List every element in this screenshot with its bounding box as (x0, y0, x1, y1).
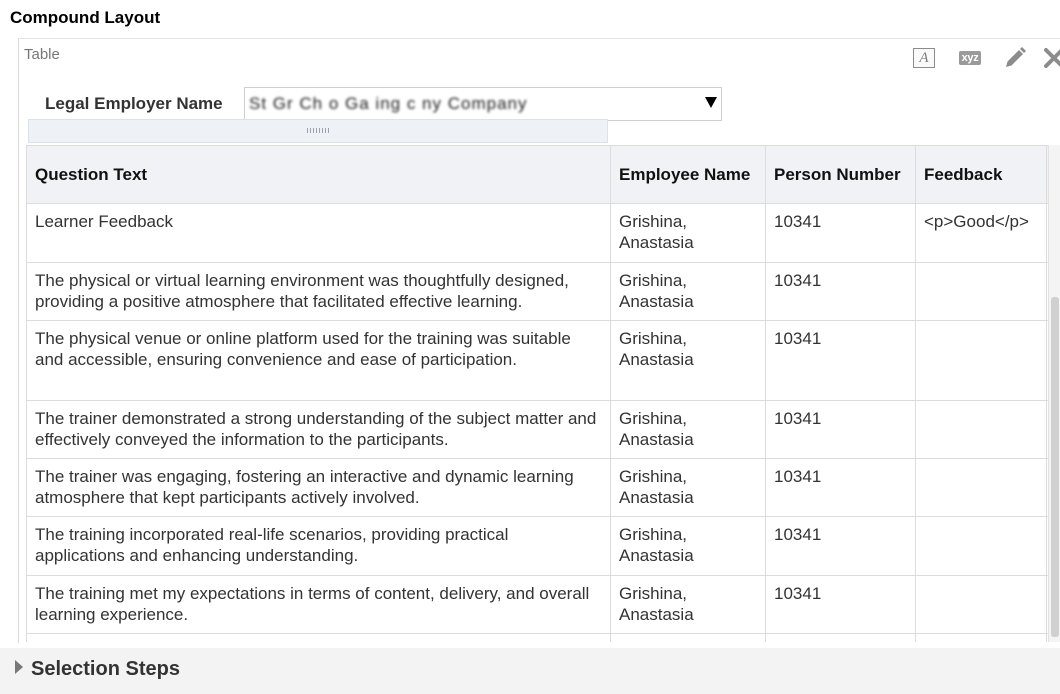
table-row (27, 634, 1049, 643)
employee-name-cell: Grishina, Anastasia (611, 204, 766, 263)
remove-view-button[interactable] (1042, 46, 1060, 70)
selection-steps-label: Selection Steps (31, 658, 180, 680)
feedback-cell (916, 263, 1047, 321)
person-number-cell: 10341 (766, 517, 916, 576)
person-number-cell: 10341 (766, 576, 916, 634)
person-number-cell: 10341 (766, 321, 916, 401)
rename-view-button[interactable] (956, 46, 984, 70)
column-header-person-number[interactable]: Person Number (766, 146, 916, 204)
column-drag-bar[interactable] (28, 119, 608, 143)
question-cell: The trainer was engaging, fostering an interactive and dynamic learning atmosphere that kept participants actively involved. (27, 459, 611, 517)
person-number-cell (766, 634, 916, 643)
results-table-container (26, 145, 1048, 642)
person-number-cell: 10341 (766, 401, 916, 459)
table-row (27, 576, 1049, 634)
feedback-cell (916, 517, 1047, 576)
person-number-cell: 10341 (766, 263, 916, 321)
legal-employer-label: Legal Employer Name (45, 94, 223, 113)
table-vertical-scrollbar[interactable] (1048, 145, 1060, 642)
employee-name-cell: Grishina, Anastasia (611, 401, 766, 459)
selection-steps-panel[interactable] (0, 648, 1060, 694)
scrollbar-thumb[interactable] (1051, 297, 1059, 637)
close-icon (1043, 47, 1060, 69)
employee-name-cell: Grishina, Anastasia (611, 263, 766, 321)
question-cell: The physical or virtual learning environment was thoughtfully designed, providing a positive atmosphere that facilitated effective learning. (27, 263, 611, 321)
legal-employer-value: St Gr Ch o Ga ing c ny Company (249, 94, 528, 113)
dropdown-arrow-icon (705, 97, 717, 108)
edit-view-button[interactable] (1002, 46, 1028, 70)
table-row (27, 401, 1049, 459)
pencil-icon (1003, 46, 1027, 70)
table-row (27, 263, 1049, 321)
results-table (26, 145, 1048, 642)
question-cell (27, 634, 611, 643)
column-header-feedback[interactable]: Feedback (916, 146, 1047, 204)
column-header-question-text[interactable]: Question Text (27, 146, 611, 204)
table-row (27, 204, 1049, 263)
employee-name-cell: Grishina, Anastasia (611, 321, 766, 401)
feedback-cell (916, 401, 1047, 459)
table-row (27, 517, 1049, 576)
feedback-cell (916, 634, 1047, 643)
format-view-button[interactable] (912, 46, 936, 70)
format-icon: A (913, 48, 935, 68)
feedback-cell (916, 459, 1047, 517)
question-cell: Learner Feedback (27, 204, 611, 263)
column-header-employee-name[interactable]: Employee Name (611, 146, 766, 204)
employee-name-cell: Grishina, Anastasia (611, 517, 766, 576)
employee-name-cell: Grishina, Anastasia (611, 459, 766, 517)
rename-icon: xyz (959, 51, 982, 65)
table-header-row (27, 146, 1049, 204)
table-row (27, 459, 1049, 517)
question-cell: The trainer demonstrated a strong understanding of the subject matter and effectively conveyed the information to the participants. (27, 401, 611, 459)
employee-name-cell: Grishina, Anastasia (611, 576, 766, 634)
person-number-cell: 10341 (766, 459, 916, 517)
feedback-cell (916, 576, 1047, 634)
question-cell: The training met my expectations in terms of content, delivery, and overall learning experience. (27, 576, 611, 634)
drag-handle-icon[interactable] (307, 128, 331, 133)
table-row (27, 321, 1049, 401)
legal-employer-dropdown[interactable] (244, 87, 722, 121)
employee-name-cell (611, 634, 766, 643)
feedback-cell: <p>Good</p> (916, 204, 1047, 263)
person-number-cell: 10341 (766, 204, 916, 263)
question-cell: The physical venue or online platform used for the training was suitable and accessible, ensuring convenience and ease of participation. (27, 321, 611, 401)
question-cell: The training incorporated real-life scenarios, providing practical applications and enhancing understanding. (27, 517, 611, 576)
view-toolbar (908, 46, 1060, 72)
view-label: Table (24, 46, 60, 63)
compound-layout-title: Compound Layout (10, 8, 161, 27)
feedback-cell (916, 321, 1047, 401)
expand-triangle-icon[interactable] (15, 660, 23, 674)
